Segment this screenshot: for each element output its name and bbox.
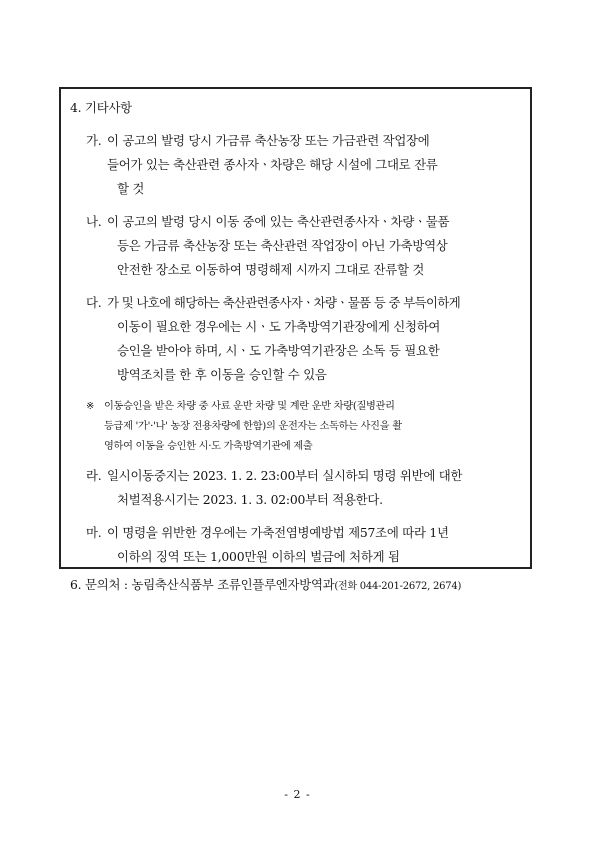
item-ma-marker: 마. — [86, 525, 102, 540]
item-ra-marker: 라. — [86, 468, 102, 483]
item-ra-line-2: 처벌적용시기는 2023. 1. 3. 02:00부터 적용한다. — [117, 492, 383, 507]
note-line-1: 이동승인을 받은 차량 중 사료 운반 차량 및 계란 운반 차량(질병관리 — [104, 401, 395, 412]
section-6-contact — [70, 577, 461, 595]
section-4-heading: 4. 기타사항 — [70, 100, 132, 115]
item-da-line-3: 승인을 받아야 하며, 시ㆍ도 가축방역기관장은 소독 등 필요한 — [117, 343, 440, 358]
item-da-line-2: 이동이 필요한 경우에는 시ㆍ도 가축방역기관장에게 신청하여 — [117, 319, 441, 334]
contact-label: 6. 문의처 : 농림축산식품부 조류인플루엔자방역과 — [70, 577, 335, 592]
note-marker: ※ — [86, 401, 95, 412]
note-line-3: 영하여 이동을 승인한 시·도 가축방역기관에 제출 — [104, 441, 313, 452]
item-na-line-1: 이 공고의 발령 당시 이동 중에 있는 축산관련종사자ㆍ차량ㆍ물품 — [107, 214, 450, 229]
item-da-line-1: 가 및 나호에 해당하는 축산관련종사자ㆍ차량ㆍ물품 등 중 부득이하게 — [107, 295, 461, 310]
item-na-line-3: 안전한 장소로 이동하여 명령해제 시까지 그대로 잔류할 것 — [117, 262, 425, 277]
item-ga-marker: 가. — [86, 133, 102, 148]
page-number: - 2 - — [284, 788, 311, 801]
item-ra-line-1: 일시이동중지는 2023. 1. 2. 23:00부터 실시하되 명령 위반에 대한 — [107, 468, 463, 483]
item-ga-line-1: 이 공고의 발령 당시 가금류 축산농장 또는 가금관련 작업장에 — [107, 133, 430, 148]
item-ma-line-1: 이 명령을 위반한 경우에는 가축전염병예방법 제57조에 따라 1년 — [107, 525, 449, 540]
note-line-2: 등급제 '가'·'나' 농장 전용차량에 한함)의 운전자는 소독하는 사진을 촬 — [104, 421, 402, 432]
item-na-marker: 나. — [86, 214, 102, 229]
item-ga-line-3: 할 것 — [117, 181, 145, 196]
item-da-line-4: 방역조치를 한 후 이동을 승인할 수 있음 — [117, 367, 327, 382]
item-ma-line-2: 이하의 징역 또는 1,000만원 이하의 벌금에 처하게 됨 — [117, 549, 400, 564]
item-na-line-2: 등은 가금류 축산농장 또는 축산관련 작업장이 아닌 가축방역상 — [117, 238, 448, 253]
contact-phone: (전화 044-201-2672, 2674) — [334, 581, 462, 592]
item-ga-line-2: 들어가 있는 축산관련 종사자ㆍ차량은 해당 시설에 그대로 잔류 — [107, 157, 438, 172]
item-da-marker: 다. — [86, 295, 102, 310]
